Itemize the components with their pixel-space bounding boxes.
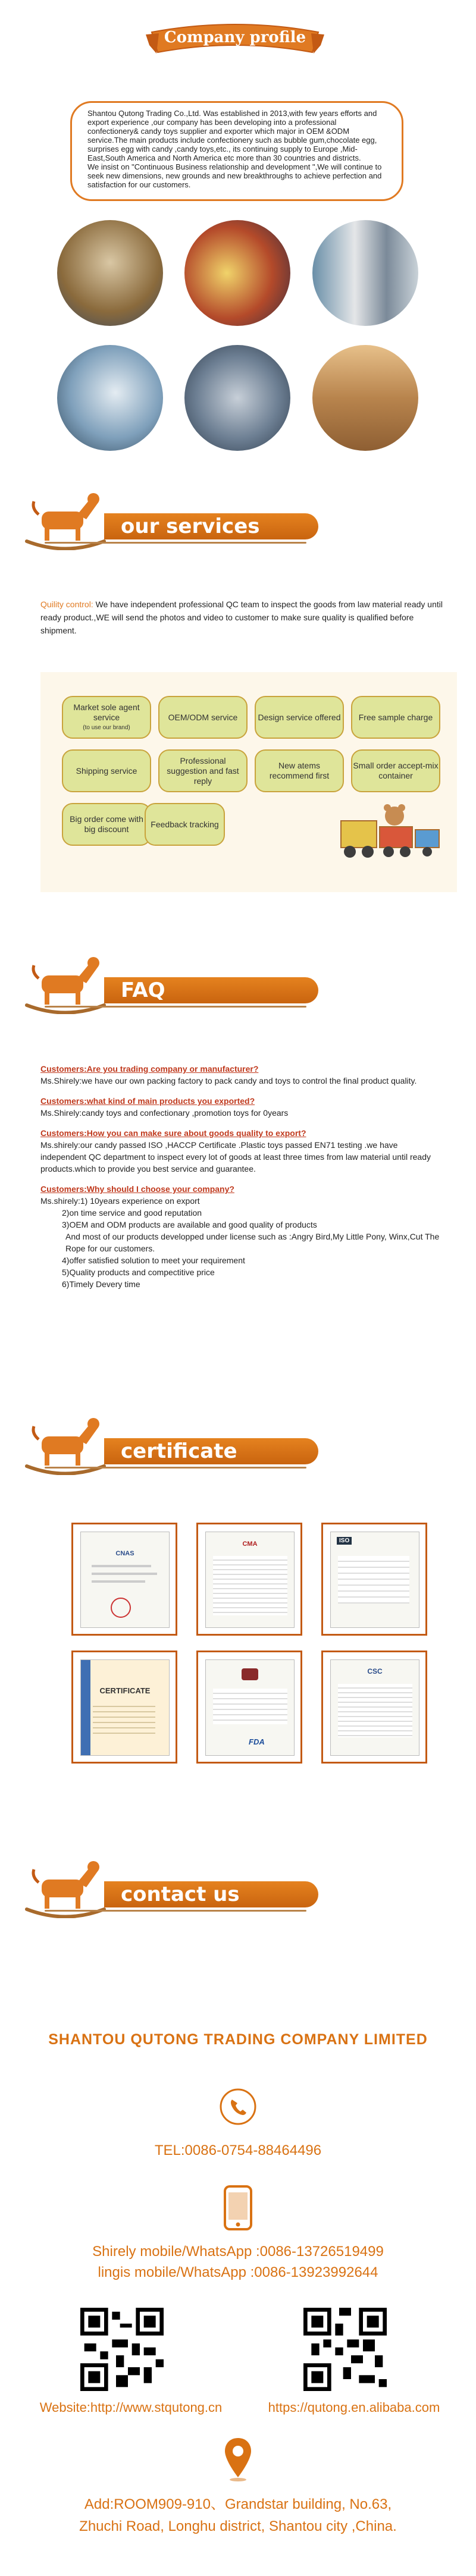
- quality-control-text: [40, 598, 445, 637]
- faq-answer: Ms.Shirely:we have our own packing factory to pack candy and toys to control the final product quality.: [40, 1076, 417, 1085]
- factory-photo: [184, 220, 290, 326]
- service-label: New atems recommend first: [269, 761, 330, 780]
- certificate-image: [71, 1651, 177, 1764]
- company-profile-paragraph-2: We insist on "Continuous Business relationship and development ",We will continue to seek new dimensions, new grounds and new breakthroughs to achieve perfection and satisfaction for our customers.: [87, 162, 382, 189]
- service-label: Market sole agent service: [73, 702, 140, 722]
- service-label: Big order come with big discount: [70, 814, 143, 834]
- service-new-items: [255, 749, 344, 792]
- certificate-label: CSC: [367, 1667, 383, 1676]
- service-label: Design service offered: [258, 712, 341, 722]
- company-profile-banner: [146, 21, 324, 63]
- service-label: Feedback tracking: [151, 819, 219, 829]
- faq-question: Customers:Are you trading company or manufacturer?: [40, 1064, 259, 1074]
- website-link[interactable]: Website:http://www.stqutong.cn: [39, 2400, 223, 2415]
- faq-list: [40, 1063, 445, 1290]
- company-profile-paragraph: Shantou Qutong Trading Co.,Ltd. Was established in 2013,with few years efforts and export experience ,our company has been developing into a professional confectionery& candy toys supplier and exporter which major in OEM &ODM service.The main products include confectionery such as bubble gum,chocolate egg, surprises egg with candy ,candy toys,etc., its continuing supply to Europe ,Mid-East,South America and North America etc more than 30 countries and districts.: [87, 109, 377, 162]
- qr-code-icon: [303, 2308, 387, 2391]
- company-profile-text-box: [70, 101, 403, 201]
- toy-train-icon: [335, 797, 442, 868]
- alibaba-link[interactable]: https://qutong.en.alibaba.com: [268, 2400, 440, 2415]
- telephone-text: TEL:0086-0754-88464496: [154, 2142, 322, 2158]
- service-feedback: [145, 803, 225, 846]
- faq-answer: 4)offer satisfied solution to meet your requirement: [62, 1256, 245, 1265]
- certificate-label: CERTIFICATE: [99, 1686, 151, 1695]
- certificate-image: [196, 1523, 302, 1636]
- faq-answer: 2)on time service and good reputation: [62, 1208, 202, 1218]
- services-panel: [40, 672, 457, 892]
- address-line-2: Zhuchi Road, Longhu district, Shantou city ,China.: [79, 2518, 397, 2534]
- services-underline: [45, 542, 306, 544]
- certificate-label: ISO: [337, 1537, 352, 1545]
- mobile-text-lingis: lingis mobile/WhatsApp :0086-13923992644: [98, 2264, 378, 2280]
- service-label: Free sample charge: [358, 712, 433, 722]
- quality-control-label: Quility control:: [40, 600, 93, 609]
- service-label: Shipping service: [76, 765, 137, 776]
- service-label: OEM/ODM service: [168, 712, 238, 722]
- faq-question: Customers:what kind of main products you exported?: [40, 1096, 255, 1106]
- phone-icon: [219, 2088, 257, 2126]
- factory-photo: [184, 345, 290, 451]
- faq-answer: 6)Timely Devery time: [62, 1279, 140, 1289]
- service-free-sample: [351, 696, 440, 739]
- rocking-horse-icon: [21, 1853, 110, 1918]
- service-label: Professional suggestion and fast reply: [167, 755, 239, 786]
- certificate-label: FDA: [249, 1737, 265, 1746]
- service-oem-odm: [158, 696, 248, 739]
- certificate-image: [321, 1651, 427, 1764]
- faq-underline: [45, 1006, 306, 1008]
- certificate-image: [321, 1523, 427, 1636]
- services-section-header: [21, 485, 330, 556]
- faq-title: FAQ: [104, 977, 318, 1003]
- factory-photo: [312, 220, 418, 326]
- contact-title: contact us: [104, 1881, 318, 1907]
- location-pin-icon: [221, 2436, 255, 2483]
- service-market-agent: [62, 696, 151, 739]
- certificate-section-header: [21, 1410, 330, 1481]
- mobile-text-shirely: Shirely mobile/WhatsApp :0086-13726519499: [92, 2244, 384, 2260]
- certificate-underline: [45, 1467, 306, 1469]
- faq-answer: 3)OEM and ODM products are available and good quality of products: [62, 1220, 317, 1229]
- faq-answer: Ms.shirely:1) 10years experience on export: [40, 1196, 200, 1206]
- faq-section-header: [21, 949, 330, 1020]
- service-note: (to use our brand): [83, 724, 130, 731]
- mobile-phone-icon: [221, 2184, 255, 2232]
- rocking-horse-icon: [21, 1410, 110, 1475]
- company-profile-title: Company profile: [164, 29, 306, 46]
- service-design: [255, 696, 344, 739]
- company-name: SHANTOU QUTONG TRADING COMPANY LIMITED: [48, 2031, 428, 2048]
- contact-underline: [45, 1910, 306, 1912]
- certificate-image: [196, 1651, 302, 1764]
- certificate-label: CNAS: [115, 1550, 134, 1557]
- faq-answer: Ms.Shirely:candy toys and confectionary ,promotion toys for 0years: [40, 1108, 289, 1118]
- quality-control-body: We have independent professional QC team to inspect the goods from law material ready until ready product.,WE will send the photos and video to customer to make sure quality is qualified before shipment.: [40, 600, 443, 635]
- rocking-horse-icon: [21, 485, 110, 550]
- rocking-horse-icon: [21, 949, 110, 1014]
- service-label: Small order accept-mix container: [353, 761, 439, 780]
- service-big-order: [62, 803, 151, 846]
- service-shipping: [62, 749, 151, 792]
- faq-question: Customers:Why should I choose your company?: [40, 1184, 234, 1194]
- service-small-order: [351, 749, 440, 792]
- service-suggestion: [158, 749, 248, 792]
- factory-photo: [57, 220, 163, 326]
- services-title: our services: [104, 513, 318, 539]
- faq-answer: And most of our products developped under license such as :Angry Bird,My Little Pony, Winx,Cut The Rope for our customers.: [65, 1232, 440, 1253]
- contact-section-header: [21, 1853, 330, 1924]
- factory-photo: [57, 345, 163, 451]
- address-line-1: Add:ROOM909-910、Grandstar building, No.63,: [84, 2496, 392, 2512]
- certificate-image: [71, 1523, 177, 1636]
- factory-photo: [312, 345, 418, 451]
- faq-answer: 5)Quality products and compectitive price: [62, 1267, 215, 1277]
- faq-answer: Ms.shirely:our candy passed ISO ,HACCP Certificate .Plastic toys passed EN71 testing .we have independent QC department to inspect every lot of goods at least three times from law material until ready products.which to provide you best service and guarantee.: [40, 1140, 431, 1174]
- certificate-title: certificate: [104, 1438, 318, 1464]
- qr-code-icon: [80, 2308, 164, 2391]
- certificate-label: CMA: [242, 1540, 258, 1548]
- faq-question: Customers:How you can make sure about goods quality to export?: [40, 1128, 306, 1138]
